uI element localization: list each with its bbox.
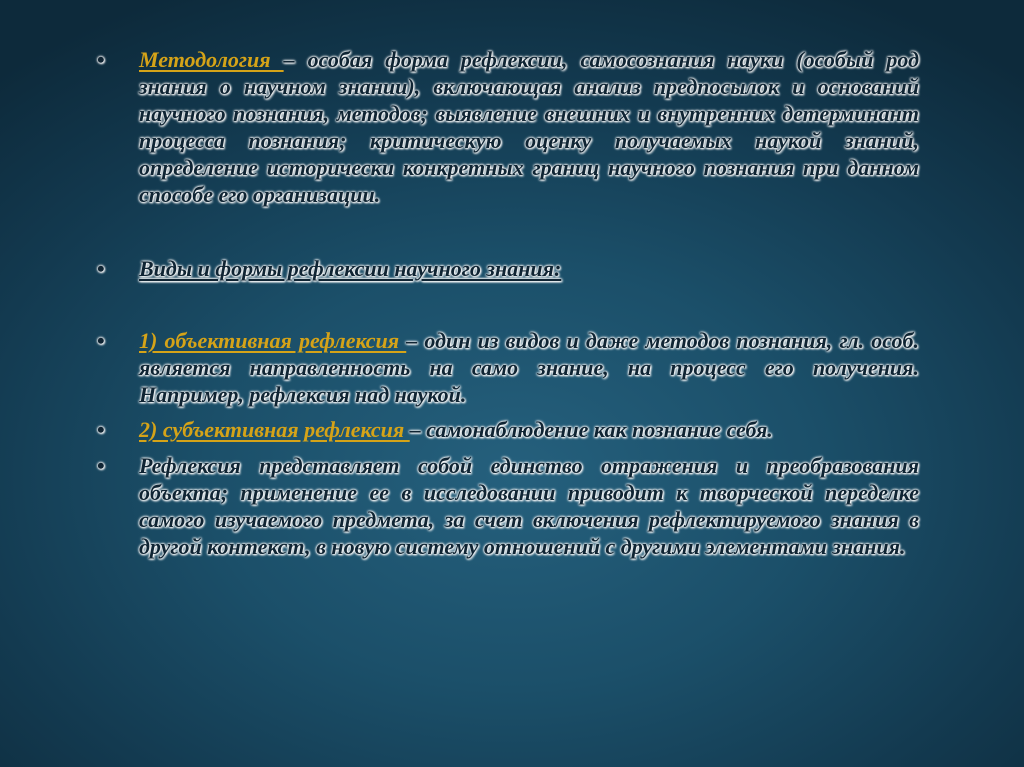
- bullet-reflection-types-heading: [97, 255, 919, 282]
- slide-content: [97, 46, 919, 560]
- definition-objective-reflection: – один из видов и даже методов познания, гл. особ. является направленность на само знание, на процесс его получения. Например, рефлексия над наукой.: [139, 328, 919, 407]
- definition-methodology: – особая форма рефлексии, самосознания науки (особый род знания о научном знании), включающая анализ предпосылок и оснований научного познания, методов; выявление внешних и внутренних детерминант процесса познания; критическую оценку получаемых наукой знаний, определение исторически конкретных границ научного познания при данном способе его организации.: [139, 47, 919, 207]
- reflection-types-heading: Виды и формы рефлексии научного знания:: [139, 256, 562, 281]
- term-objective-reflection: 1) объективная рефлексия: [139, 328, 407, 353]
- bullet-reflection-unity: [97, 452, 919, 560]
- bullet-marker: •: [97, 47, 105, 72]
- term-subjective-reflection: 2) субъективная рефлексия: [139, 417, 410, 442]
- bullet-subjective-reflection: [97, 416, 919, 443]
- bullet-marker: •: [97, 328, 105, 353]
- bullet-marker: •: [97, 417, 105, 442]
- bullet-objective-reflection: [97, 327, 919, 408]
- bullet-methodology-definition: [97, 46, 919, 208]
- term-methodology: Методология: [139, 47, 284, 72]
- reflection-unity-text: Рефлексия представляет собой единство отражения и преобразования объекта; применение ее в исследовании приводит к творческой переделке самого изучаемого предмета, за счет включения рефлектируемого знания в другой контекст, в новую систему отношений с другими элементами знания.: [139, 453, 919, 559]
- bullet-marker: •: [97, 256, 105, 281]
- definition-subjective-reflection: – самонаблюдение как познание себя.: [409, 417, 773, 442]
- bullet-marker: •: [97, 453, 105, 478]
